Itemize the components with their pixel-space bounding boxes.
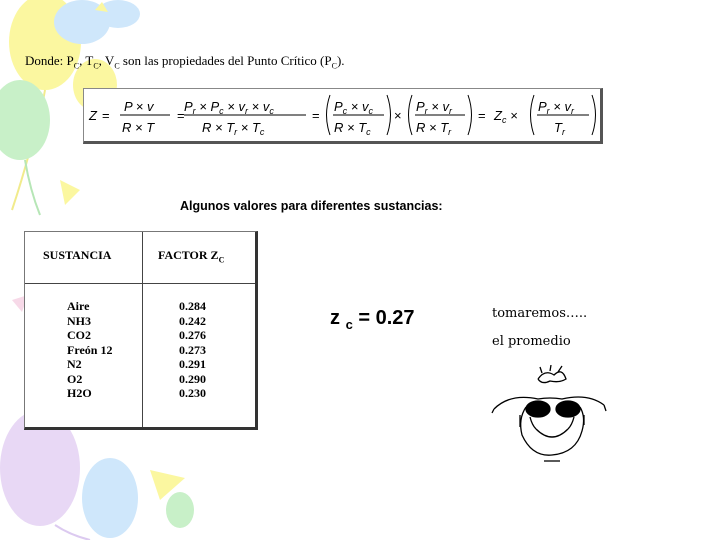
table-cell-substance: NH3 [67,313,91,328]
table-cell-factor: 0.242 [179,313,206,328]
svg-text:Pr × vr: $P_r \times v_r$ [538,99,574,116]
svg-text:=: = [312,108,320,123]
svg-text:Pr × Pc × vr × vc: $P_r \times P_c \times v_r \times v_c$ [184,99,274,116]
table-cell-substance: CO2 [67,328,91,342]
section-heading: Algunos valores para diferentes sustancias: [180,199,443,213]
balloon-green-left [0,80,50,215]
table-cell-substance: Aire [67,299,90,313]
svg-text:×: × [394,108,402,123]
table-header-substance: SUSTANCIA [43,248,112,262]
svg-text:=: = [102,108,110,123]
table-cell-factor: 0.291 [179,357,206,371]
svg-text:Zc ×: $Z_c$ × [494,108,518,125]
table-cell-substance: O2 [67,371,83,386]
balloon-blue-top [54,0,140,44]
substance-column [67,299,112,401]
balloon-blue-bottom [82,458,138,538]
table-cell-factor: 0.230 [179,386,206,400]
svg-text:R × T: R × T [122,120,155,135]
svg-text:P × v: P × v [124,99,154,114]
balloon-green-bottom [150,470,194,528]
zc-table [24,231,258,430]
table-cell-substance: H2O [67,386,92,400]
svg-text:=: = [478,108,486,123]
factor-column [179,299,206,401]
compressibility-equation [84,89,600,141]
table-header-divider [25,283,255,284]
equation-box [83,88,603,144]
svg-text:Tr: $T_r$ [554,120,565,137]
svg-text:=: = [177,108,185,123]
note-line-2: el promedio [492,334,571,349]
svg-text:R × Tr × Tc: $R \times T_r \times T_c$ [202,120,265,137]
table-cell-factor: 0.276 [179,328,206,342]
table-cell-factor: 0.273 [179,342,206,357]
svg-text:R × Tc: $R \times T_c$ [334,120,371,137]
table-cell-substance: Freón 12 [67,342,113,357]
smiley-sketch [490,365,610,470]
table-cell-substance: N2 [67,357,82,371]
table-header-factor: FACTOR $Z_C$ [158,248,225,265]
intro-text: Donde: $P_C$, $T_C$, $V_C$ son las propiedades del Punto Crítico $(P_C)$. [25,53,345,71]
table-cell-factor: 0.290 [179,371,206,386]
table-cell-factor: 0.284 [179,299,206,313]
svg-text:Pc × vc: $P_c \times v_c$ [334,99,373,116]
zc-result: z $_c$ = 0.27 [330,307,415,332]
note-line-1: tomaremos….. [492,306,588,321]
svg-text:Z: Z [89,108,97,123]
svg-text:R × Tr: $R \times T_r$ [416,120,452,137]
svg-text:Pr × vr: $P_r \times v_r$ [416,99,452,116]
table-column-divider [142,232,143,427]
